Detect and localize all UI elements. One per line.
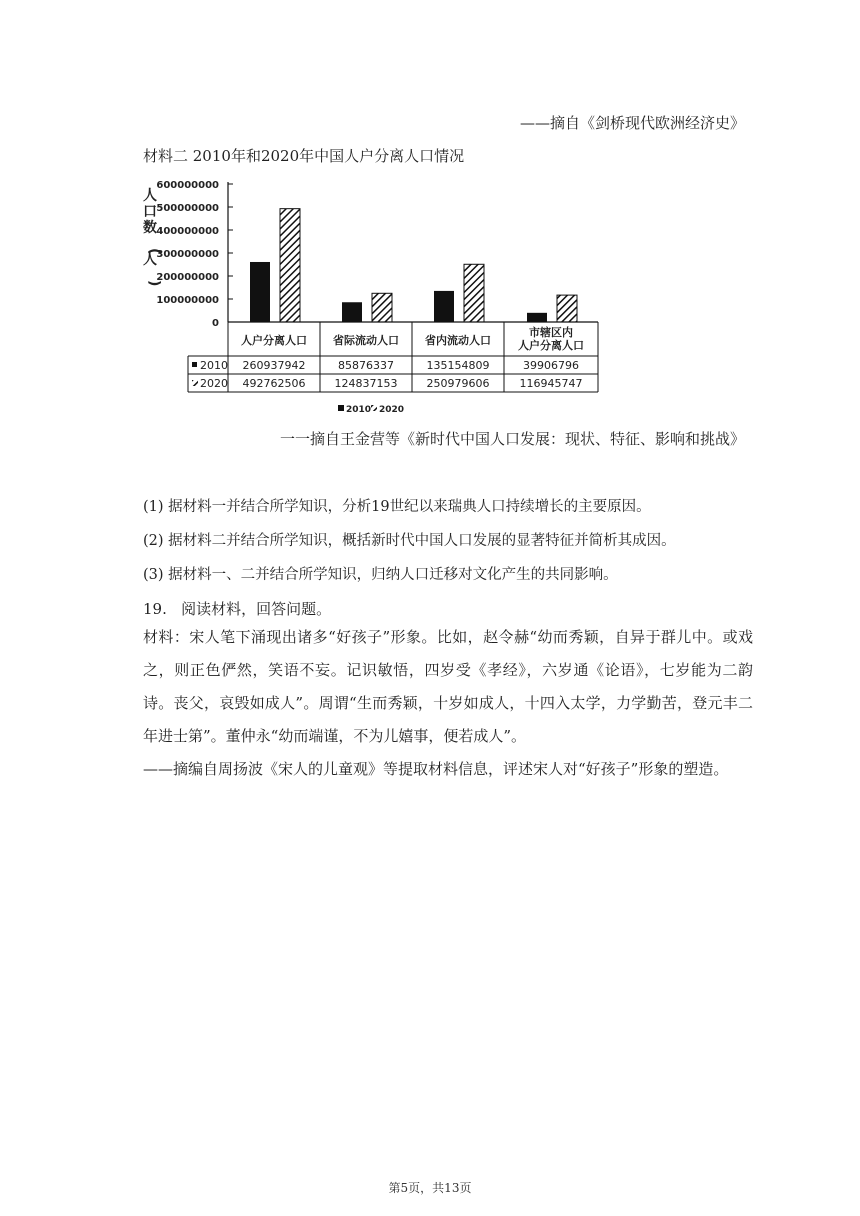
population-chart — [140, 170, 610, 420]
y-tick-label: 0 — [212, 318, 219, 329]
table-cell-value: 85876337 — [338, 359, 394, 372]
y-axis-label-char: 口 — [143, 204, 157, 220]
material-text: 材料：宋人笔下涌现出诸多“好孩子”形象。比如，赵令赫“幼而秀颖，自异于群儿中。或戏之，则正色俨然，笑语不妄。记识敏悟，四岁受《孝经》，六岁通《论语》，七岁能为二韵诗。丧父，哀毁如成人”。周谓“生而秀颖，十岁如成人，十四入太学，力学勤苦，登元丰二年进士第”。董仲永“幼而端谨，不为儿嬉事，便若成人”。 — [143, 628, 753, 745]
source-citation-2: 一一摘自王金营等《新时代中国人口发展：现状、特征、影响和挑战》 — [279, 430, 745, 448]
table-cell-value: 116945747 — [519, 377, 583, 390]
y-axis-label-char: 数 — [143, 220, 157, 236]
bar-2020-1 — [372, 293, 392, 322]
question-3: (3) 据材料一、二并结合所学知识，归纳人口迁移对文化产生的共同影响。 — [143, 567, 618, 583]
page-footer: 第5页，共13页 — [388, 1181, 472, 1195]
category-label: 省内流动人口 — [425, 334, 491, 347]
bar-2010-1 — [342, 302, 362, 322]
y-tick-label: 200000000 — [156, 272, 219, 283]
bar-2010-3 — [527, 313, 547, 322]
table-cell-value: 135154809 — [426, 359, 490, 372]
legend-label-2010: 2010 — [346, 405, 372, 415]
y-axis-label-char: 人 — [143, 188, 157, 204]
material-2-title: 材料二 2010年和2020年中国人户分离人口情况 — [143, 147, 465, 165]
question-19-heading: 19. 阅读材料，回答问题。 — [143, 600, 332, 618]
row-label-2020: 2020 — [200, 377, 228, 390]
question-1: (1) 据材料一并结合所学知识，分析19世纪以来瑞典人口持续增长的主要原因。 — [143, 499, 651, 515]
row-swatch-2020 — [192, 380, 198, 386]
table-cell-value: 492762506 — [242, 377, 306, 390]
table-cell-value: 39906796 — [523, 359, 579, 372]
material-source: ——摘编自周扬波《宋人的儿童观》等提取材料信息，评述宋人对“好孩子”形象的塑造。 — [143, 760, 729, 778]
category-label: 市辖区内 — [529, 326, 573, 339]
legend-swatch-2020 — [371, 405, 377, 411]
y-axis-label-char: 人 — [143, 252, 157, 268]
y-tick-label: 300000000 — [156, 249, 219, 260]
y-axis-label-char: ( — [146, 248, 162, 255]
table-cell-value: 260937942 — [242, 359, 306, 372]
bar-2010-2 — [434, 291, 454, 322]
table-cell-value: 124837153 — [334, 377, 398, 390]
category-label: 人户分离人口 — [518, 339, 584, 352]
category-label: 人户分离人口 — [241, 334, 307, 347]
table-cell-value: 250979606 — [426, 377, 490, 390]
question-2: (2) 据材料二并结合所学知识，概括新时代中国人口发展的显著特征并简析其成因。 — [143, 533, 676, 549]
y-axis-label-char: ) — [146, 280, 162, 287]
legend-swatch-2010 — [338, 405, 344, 411]
question-19-material — [143, 621, 753, 786]
row-swatch-2010 — [192, 362, 197, 367]
bar-2020-3 — [557, 295, 577, 322]
y-tick-label: 100000000 — [156, 295, 219, 306]
y-tick-label: 500000000 — [156, 203, 219, 214]
bar-2020-0 — [280, 209, 300, 322]
bar-2020-2 — [464, 264, 484, 322]
y-tick-label: 600000000 — [156, 180, 219, 191]
category-label: 省际流动人口 — [333, 334, 399, 347]
source-citation-1: ——摘自《剑桥现代欧洲经济史》 — [519, 114, 745, 132]
legend-label-2020: 2020 — [379, 405, 405, 415]
row-label-2010: 2010 — [200, 359, 228, 372]
bar-2010-0 — [250, 262, 270, 322]
y-tick-label: 400000000 — [156, 226, 219, 237]
